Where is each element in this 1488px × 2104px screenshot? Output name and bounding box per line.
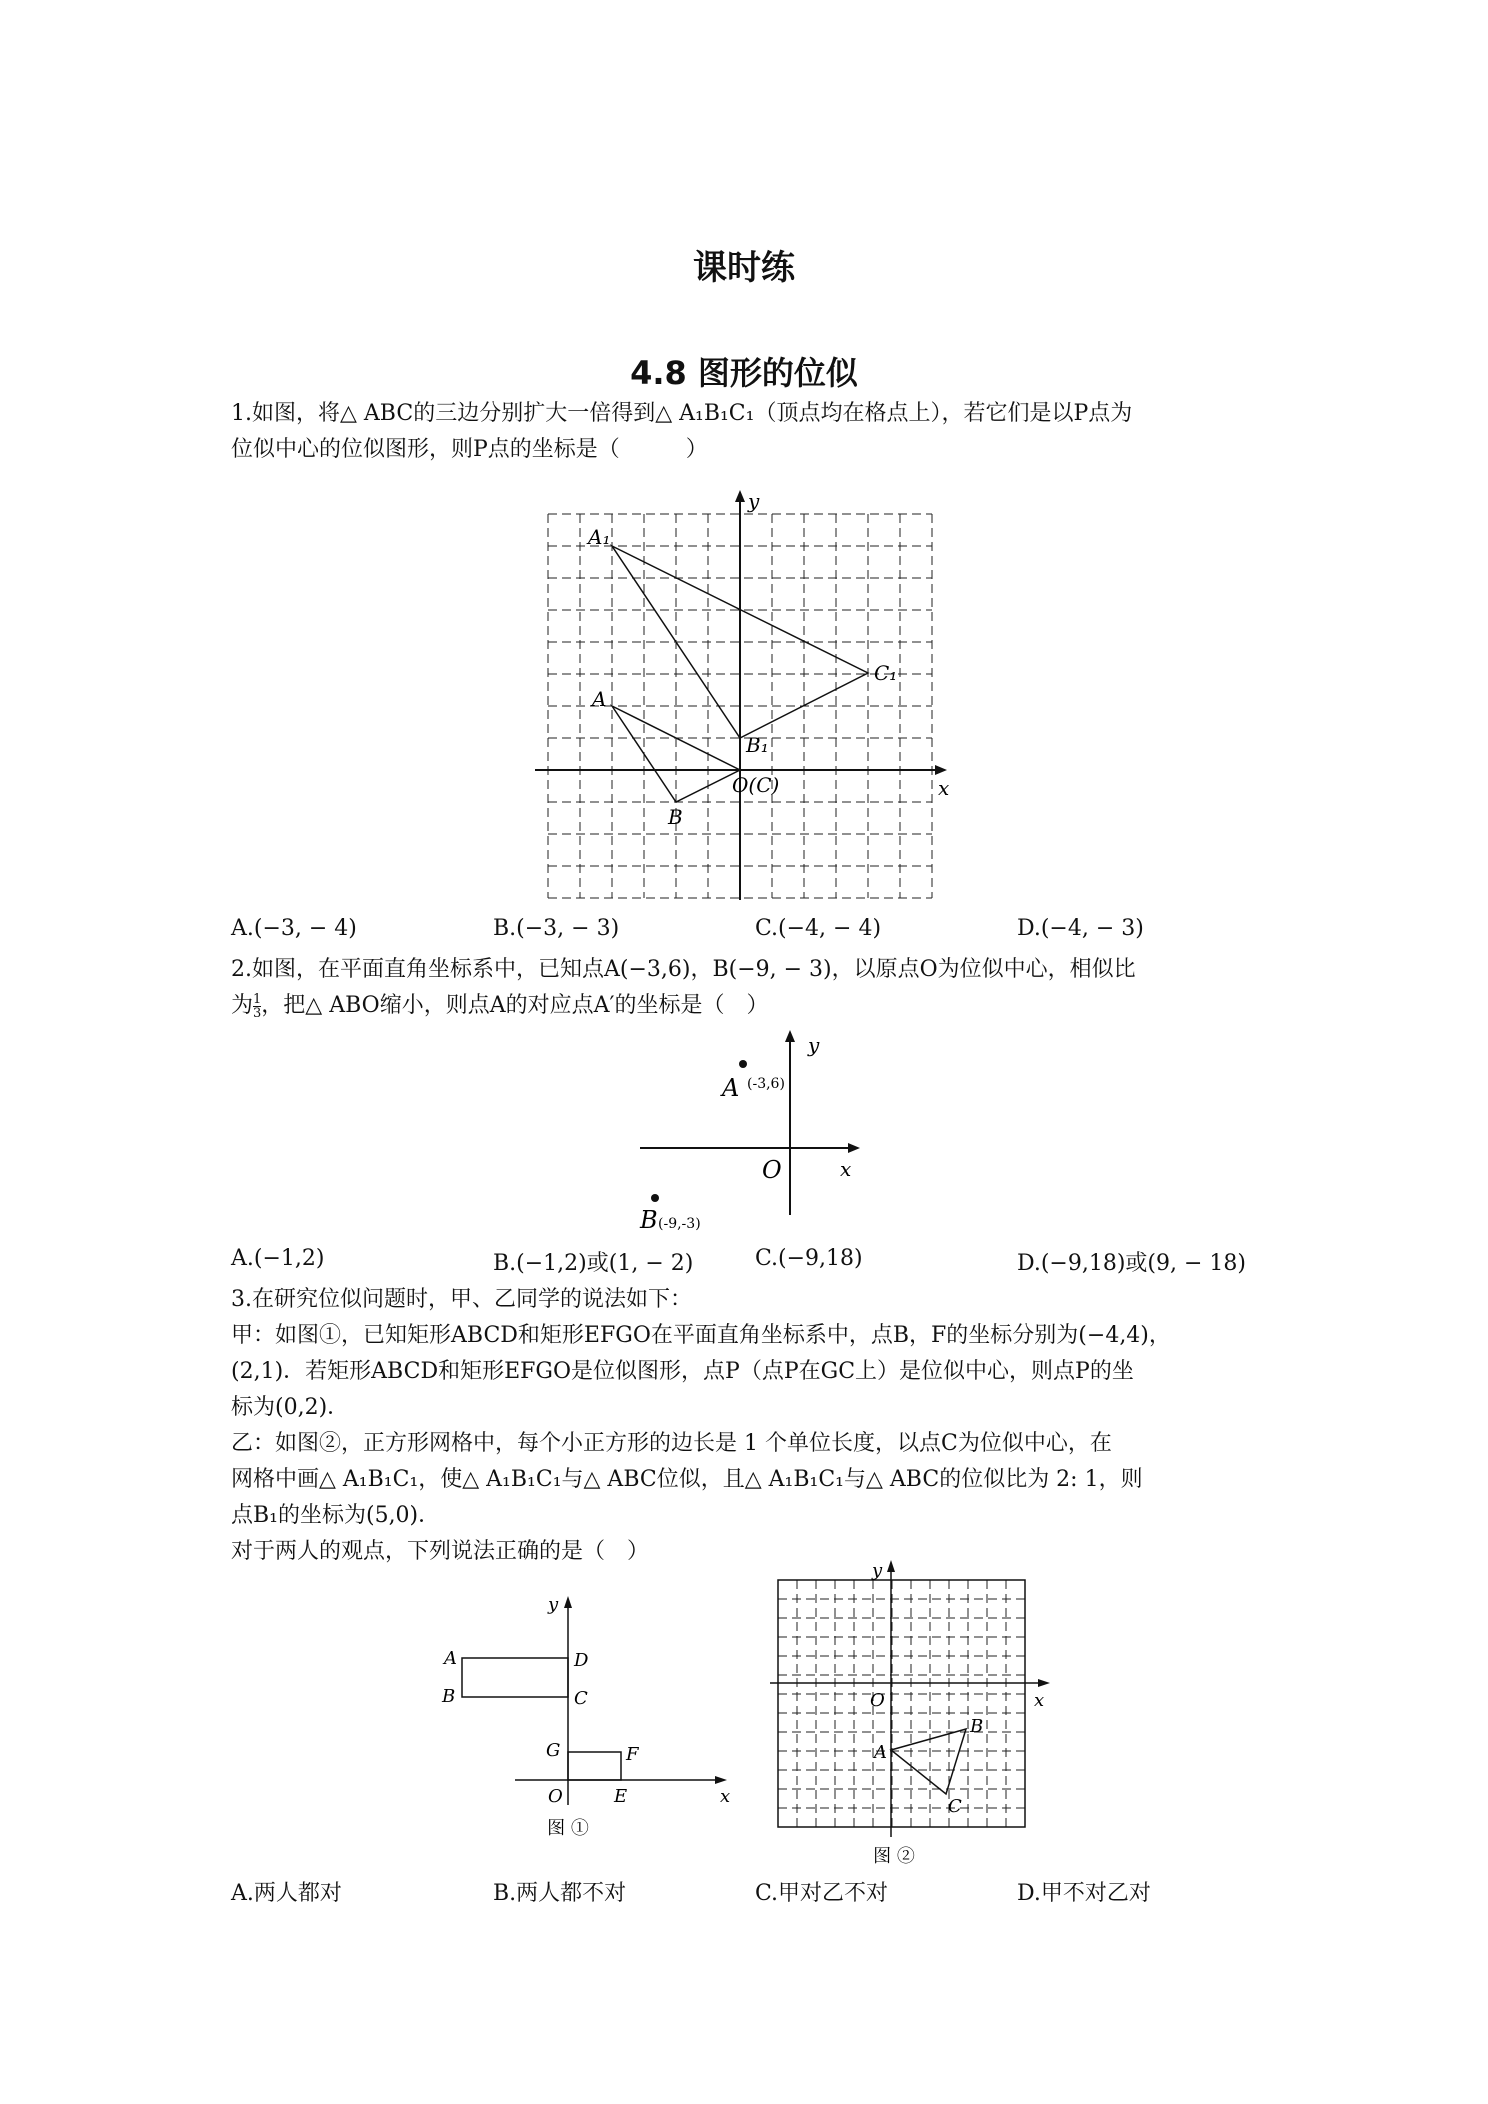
- q1-option-b[interactable]: B.(−3, − 3): [493, 916, 620, 941]
- label-a: A: [444, 1648, 457, 1669]
- question-2-line2-post: ，把△ ABO缩小，则点A的对应点A′的坐标是（ ）: [261, 993, 769, 1018]
- question-3-line3: (2,1)．若矩形ABCD和矩形EFGO是位似图形，点P（点P在GC上）是位似中心，则点P的坐: [231, 1359, 1134, 1384]
- q3-option-b[interactable]: B.两人都不对: [493, 1881, 627, 1906]
- question-3-line5: 乙：如图②，正方形网格中，每个小正方形的边长是 1 个单位长度，以点C为位似中心，在: [231, 1431, 1112, 1456]
- page-title: 课时练: [693, 248, 795, 288]
- y-axis-arrow: [887, 1560, 895, 1572]
- label-a1: A₁: [588, 525, 611, 549]
- question-2-text: [231, 952, 1271, 1024]
- label-e: E: [614, 1786, 628, 1807]
- question-2-figure: [630, 1030, 870, 1245]
- question-2-options: [231, 1246, 1291, 1282]
- label-x: x: [1034, 1690, 1045, 1711]
- grid-border: [778, 1580, 1025, 1827]
- rectangle-efgo: [568, 1752, 621, 1780]
- label-y: y: [872, 1560, 883, 1581]
- label-b: B: [970, 1716, 984, 1737]
- label-b: B: [640, 1206, 658, 1234]
- label-g: G: [546, 1740, 561, 1761]
- q2-option-b[interactable]: B.(−1,2)或(1, − 2): [493, 1251, 694, 1276]
- label-y: y: [748, 490, 760, 513]
- rectangle-abcd: [462, 1658, 568, 1697]
- question-2-line2-pre: 为: [231, 993, 254, 1018]
- question-1-options: [231, 916, 1291, 952]
- question-3-line1: 3.在研究位似问题时，甲、乙同学的说法如下：: [231, 1287, 692, 1312]
- label-b1: B₁: [746, 733, 769, 757]
- question-2-line1: 2.如图，在平面直角坐标系中，已知点A(−3,6)，B(−9, − 3)，以原点O为位似中心，相似比: [231, 957, 1136, 982]
- label-o: O: [762, 1156, 782, 1184]
- x-axis-arrow: [715, 1776, 727, 1784]
- triangle-abc: [891, 1729, 966, 1794]
- label-o: O: [548, 1786, 563, 1807]
- question-3-line4: 标为(0,2)．: [231, 1395, 350, 1420]
- question-2-line2: [231, 988, 1271, 1024]
- q1-option-a[interactable]: A.(−3, − 4): [231, 916, 357, 941]
- question-1-line2: 位似中心的位似图形，则P点的坐标是（ ）: [231, 437, 708, 462]
- label-b: B: [668, 805, 683, 829]
- question-3-options: [231, 1876, 1291, 1912]
- fraction-numerator: 1: [253, 991, 262, 1007]
- label-a-coord: (-3,6): [747, 1076, 785, 1092]
- question-3-figure-1: [430, 1590, 740, 1840]
- label-x: x: [840, 1157, 852, 1181]
- q2-option-c[interactable]: C.(−9,18): [755, 1246, 863, 1271]
- label-a: A: [722, 1074, 740, 1102]
- question-3-figure-2: [770, 1560, 1070, 1872]
- label-x: x: [938, 776, 950, 800]
- label-c1: C₁: [874, 661, 898, 685]
- y-axis-arrow: [785, 1030, 795, 1042]
- point-b: [651, 1194, 659, 1202]
- question-1-line1: 1.如图，将△ ABC的三边分别扩大一倍得到△ A₁B₁C₁（顶点均在格点上），若它们是以P点为: [231, 401, 1133, 426]
- label-c: C: [948, 1796, 962, 1817]
- fraction-denominator: 3: [253, 1005, 262, 1021]
- q2-option-a[interactable]: A.(−1,2): [231, 1246, 325, 1271]
- q1-option-d[interactable]: D.(−4, − 3): [1017, 916, 1144, 941]
- label-x: x: [720, 1786, 731, 1807]
- section-title: 4.8 图形的位似: [630, 354, 858, 392]
- label-a: A: [874, 1742, 887, 1763]
- question-1-figure: [530, 490, 950, 910]
- label-f: F: [626, 1744, 639, 1765]
- label-y: y: [808, 1033, 820, 1057]
- question-3-line7: 点B₁的坐标为(5,0)．: [231, 1503, 441, 1528]
- label-a: A: [592, 687, 607, 711]
- y-axis-arrow: [735, 490, 745, 502]
- label-o: O: [870, 1690, 885, 1711]
- question-1-text: [231, 396, 1271, 468]
- label-b-coord: (-9,-3): [658, 1216, 701, 1232]
- q3-option-d[interactable]: D.甲不对乙对: [1017, 1881, 1151, 1906]
- y-axis-arrow: [564, 1596, 572, 1608]
- q3-option-a[interactable]: A.两人都对: [231, 1881, 342, 1906]
- dashed-grid: [778, 1580, 1025, 1827]
- x-axis-arrow: [1038, 1679, 1050, 1687]
- figure-1-caption: 图 ①: [547, 1818, 589, 1839]
- x-axis-arrow: [848, 1143, 860, 1153]
- label-b: B: [442, 1686, 456, 1707]
- label-d: D: [574, 1650, 589, 1671]
- x-axis-arrow: [935, 765, 947, 775]
- q2-option-d[interactable]: D.(−9,18)或(9, − 18): [1017, 1251, 1247, 1276]
- question-3-text: [231, 1282, 1271, 1570]
- q3-option-c[interactable]: C.甲对乙不对: [755, 1881, 889, 1906]
- label-c: C: [574, 1688, 588, 1709]
- question-3-line8: 对于两人的观点，下列说法正确的是（ ）: [231, 1539, 650, 1564]
- figure-2-caption: 图 ②: [873, 1846, 915, 1867]
- question-3-line6: 网格中画△ A₁B₁C₁，使△ A₁B₁C₁与△ ABC位似，且△ A₁B₁C₁与△ ABC的位似比为 2: 1，则: [231, 1467, 1143, 1492]
- question-3-line2: 甲：如图①，已知矩形ABCD和矩形EFGO在平面直角坐标系中，点B，F的坐标分别为(−4,4)，: [231, 1323, 1171, 1348]
- label-y: y: [548, 1594, 559, 1615]
- label-o-c: O(C): [732, 773, 780, 797]
- point-a: [739, 1060, 747, 1068]
- q1-option-c[interactable]: C.(−4, − 4): [755, 916, 882, 941]
